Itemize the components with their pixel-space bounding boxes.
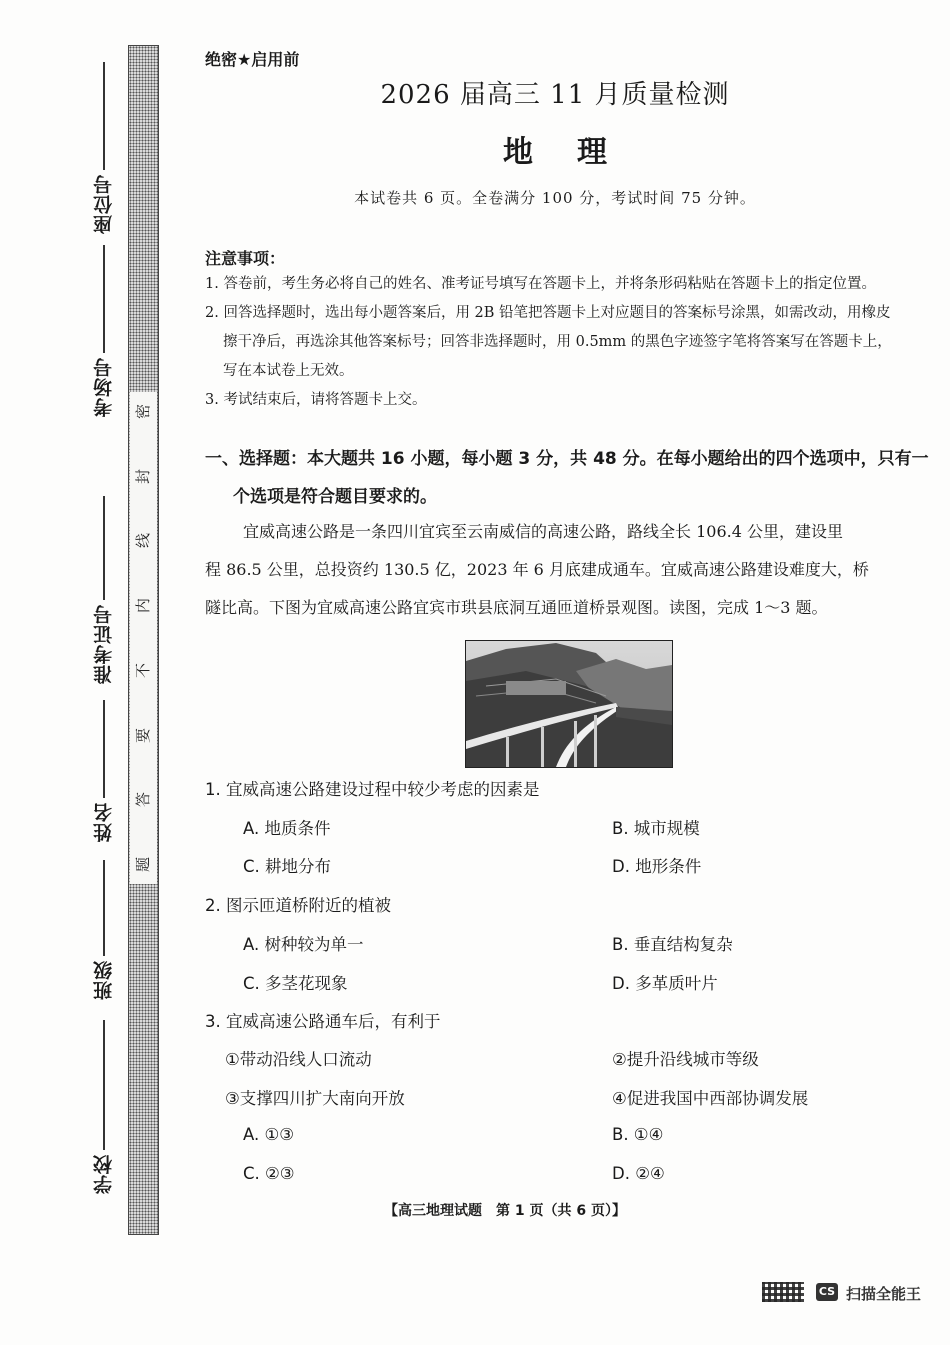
question-3-option-d[interactable]: D. ②④ xyxy=(612,1164,665,1183)
seal-line-notice xyxy=(130,392,157,884)
seat-number-field xyxy=(80,62,128,234)
exam-room-label: 考场号 xyxy=(92,357,115,417)
question-2-option-d[interactable]: D. 多革质叶片 xyxy=(612,974,718,993)
class-field xyxy=(80,860,128,1000)
seal-char: 密 xyxy=(133,403,152,420)
passage-line-1: 宜威高速公路是一条四川宜宾至云南威信的高速公路，路线全长 106.4 公里，建设里 xyxy=(243,522,843,541)
exam-title: 2026 届高三 11 月质量检测 xyxy=(380,80,730,110)
question-2-option-a[interactable]: A. 树种较为单一 xyxy=(243,935,364,954)
bridge-landscape-image xyxy=(466,641,672,767)
section-heading xyxy=(205,440,940,516)
notice-list xyxy=(205,270,935,415)
question-1-stem: 1. 宜威高速公路建设过程中较少考虑的因素是 xyxy=(205,780,540,799)
school-field xyxy=(80,1020,128,1194)
question-1-option-c[interactable]: C. 耕地分布 xyxy=(243,857,332,876)
question-3-item-3: ③支撑四川扩大南向开放 xyxy=(225,1089,405,1108)
question-2-option-b[interactable]: B. 垂直结构复杂 xyxy=(612,935,733,954)
reading-passage xyxy=(205,513,940,627)
question-1-option-d[interactable]: D. 地形条件 xyxy=(612,857,702,876)
ticket-number-field xyxy=(80,496,128,684)
notice-item-1: 1. 答卷前，考生务必将自己的姓名、准考证号填写在答题卡上，并将条形码粘贴在答题卡上的指定位置。 xyxy=(205,276,876,292)
passage-line-3: 隧比高。下图为宜威高速公路宜宾市珙县底洞互通匝道桥景观图。读图，完成 1～3 题。 xyxy=(205,598,828,617)
exam-room-field xyxy=(80,245,128,417)
notice-title: 注意事项： xyxy=(205,249,286,268)
passage-line-2: 程 86.5 公里，总投资约 130.5 亿，2023 年 6 月底建成通车。宜威高速公路建设难度大，桥 xyxy=(205,560,869,579)
ramp-bridge-photo xyxy=(465,640,673,768)
section-line-2: 个选项是符合题目要求的。 xyxy=(233,487,437,507)
name-field xyxy=(80,700,128,842)
seal-char: 封 xyxy=(133,468,152,484)
question-3-option-c[interactable]: C. ②③ xyxy=(243,1164,295,1183)
question-3-option-a[interactable]: A. ①③ xyxy=(243,1125,295,1144)
question-3-option-b[interactable]: B. ①④ xyxy=(612,1125,664,1144)
question-3-stem: 3. 宜威高速公路通车后，有利于 xyxy=(205,1012,441,1031)
question-1-option-a[interactable]: A. 地质条件 xyxy=(243,819,331,838)
page-footer: 【高三地理试题 第 1 页（共 6 页）】 xyxy=(384,1203,626,1219)
seal-char: 题 xyxy=(133,856,152,872)
question-3-item-1: ①带动沿线人口流动 xyxy=(225,1050,372,1069)
notice-item-2-cont: 擦干净后，再选涂其他答案标号；回答非选择题时，用 0.5mm 的黑色字迹签字笔将答案写在答题卡上， xyxy=(223,334,892,350)
section-line-1: 一、选择题：本大题共 16 小题，每小题 3 分，共 48 分。在每小题给出的四个选项中，只有一 xyxy=(205,449,929,469)
question-3-item-2: ②提升沿线城市等级 xyxy=(612,1050,759,1069)
class-label: 班级 xyxy=(92,960,115,1000)
scanner-watermark: 扫描全能王 xyxy=(846,1285,922,1303)
notice-item-2: 2. 回答选择题时，选出每小题答案后，用 2B 铅笔把答题卡上对应题目的答案标号涂黑，如需改动，用橡皮 xyxy=(205,305,891,321)
exam-info: 本试卷共 6 页。全卷满分 100 分，考试时间 75 分钟。 xyxy=(354,189,756,207)
notice-item-2-end: 写在本试卷上无效。 xyxy=(223,363,354,379)
seal-char: 答 xyxy=(133,792,152,808)
name-label: 姓名 xyxy=(92,802,115,842)
seal-char: 线 xyxy=(133,533,152,549)
ticket-number-label: 准考证号 xyxy=(92,604,115,684)
school-label: 学校 xyxy=(92,1154,115,1194)
question-1-option-b[interactable]: B. 城市规模 xyxy=(612,819,700,838)
subject-title: 地理 xyxy=(503,135,651,170)
seal-char: 内 xyxy=(133,598,152,614)
qr-code-icon xyxy=(762,1282,804,1302)
seal-char: 要 xyxy=(133,727,152,743)
scanner-logo-icon: CS xyxy=(816,1283,838,1301)
seal-char: 不 xyxy=(133,662,152,678)
question-2-stem: 2. 图示匝道桥附近的植被 xyxy=(205,896,391,915)
question-2-option-c[interactable]: C. 多茎花现象 xyxy=(243,974,348,993)
question-3-item-4: ④促进我国中西部协调发展 xyxy=(612,1089,809,1108)
notice-item-3: 3. 考试结束后，请将答题卡上交。 xyxy=(205,392,427,408)
seat-number-label: 座位号 xyxy=(92,174,115,234)
confidential-mark: 绝密★启用前 xyxy=(205,50,300,69)
